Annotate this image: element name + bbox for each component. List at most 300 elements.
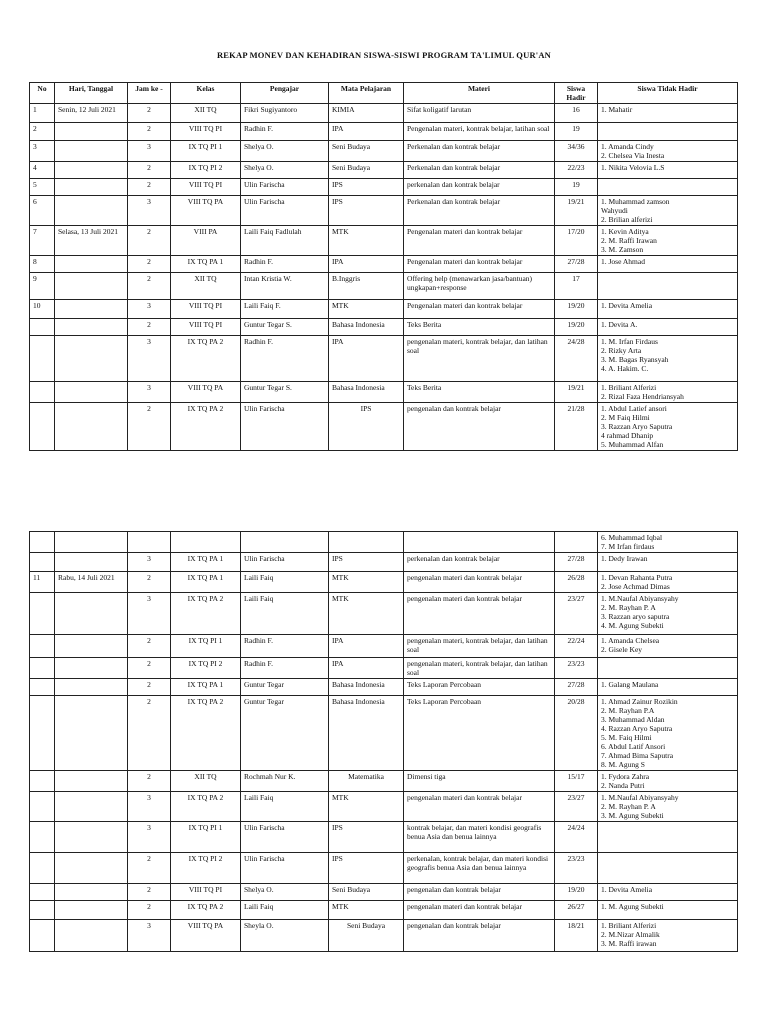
row-no	[30, 635, 55, 658]
absent-student: 3. Razzan aryo saputra	[601, 612, 670, 621]
table-row	[30, 403, 738, 451]
row-mata-pelajaran: Bahasa Indonesia	[329, 319, 404, 336]
row-mata-pelajaran: IPS	[329, 403, 404, 451]
absent-student: 1. Muhammad zamson	[601, 197, 670, 206]
row-materi: Sifat koligatif larutan	[404, 104, 555, 123]
absent-student: 1. Devita Amelia	[601, 885, 653, 894]
row-siswa-tidak-hadir	[598, 658, 738, 679]
table-row	[30, 822, 738, 853]
row-materi: perkenalan dan kontrak belajar	[404, 179, 555, 196]
row-siswa-tidak-hadir	[598, 696, 738, 771]
row-kelas	[171, 532, 241, 553]
row-materi: pengenalan materi dan kontrak belajar	[404, 572, 555, 593]
header-mata-pelajaran: Mata Pelajaran	[329, 83, 404, 104]
row-hari-tanggal	[55, 553, 128, 572]
absent-student: 2. Rizal Faza Hendriansyah	[601, 392, 684, 401]
row-no: 1	[30, 104, 55, 123]
row-hari-tanggal	[55, 162, 128, 179]
row-pengajar: Guntur Tegar	[241, 679, 329, 696]
row-kelas: IX TQ PA 2	[171, 403, 241, 451]
row-pengajar: Ulin Farischa	[241, 553, 329, 572]
row-hari-tanggal	[55, 273, 128, 300]
row-siswa-tidak-hadir	[598, 572, 738, 593]
row-hari-tanggal: Rabu, 14 Juli 2021	[55, 572, 128, 593]
row-siswa-hadir: 26/27	[555, 901, 598, 920]
row-pengajar: Laili Faiq	[241, 901, 329, 920]
row-kelas: VIII TQ PI	[171, 884, 241, 901]
row-jam-ke: 2	[128, 162, 171, 179]
row-jam-ke: 2	[128, 771, 171, 792]
row-siswa-tidak-hadir	[598, 822, 738, 853]
absent-student: 2. Jose Achmad Dimas	[601, 582, 670, 591]
row-jam-ke: 2	[128, 256, 171, 273]
row-materi: Perkenalan dan kontrak belajar	[404, 162, 555, 179]
row-no: 8	[30, 256, 55, 273]
absent-student: 1. Amanda Cindy	[601, 142, 654, 151]
table-row	[30, 792, 738, 822]
row-hari-tanggal	[55, 256, 128, 273]
absent-student: 1. M.Naufal Abiyansyahy	[601, 594, 679, 603]
row-kelas: IX TQ PA 2	[171, 336, 241, 382]
row-kelas: IX TQ PA 2	[171, 792, 241, 822]
row-hari-tanggal	[55, 141, 128, 162]
row-siswa-tidak-hadir	[598, 179, 738, 196]
table-row	[30, 593, 738, 635]
absent-student: 1. Amanda Chelsea	[601, 636, 660, 645]
row-jam-ke: 3	[128, 593, 171, 635]
row-jam-ke: 3	[128, 920, 171, 952]
row-siswa-hadir: 17/20	[555, 226, 598, 256]
absent-student: 1. Dedy Irawan	[601, 554, 648, 563]
absent-student: 1. M.Naufal Abiyansyahy	[601, 793, 679, 802]
row-pengajar: Radhin F.	[241, 635, 329, 658]
header-pengajar: Pengajar	[241, 83, 329, 104]
table-row	[30, 658, 738, 679]
row-no: 10	[30, 300, 55, 319]
table-row	[30, 196, 738, 226]
absent-student: 1. Ahmad Zainur Rozikin	[601, 697, 678, 706]
table-row	[30, 300, 738, 319]
row-pengajar: Intan Kristia W.	[241, 273, 329, 300]
row-no: 11	[30, 572, 55, 593]
table-row	[30, 771, 738, 792]
row-siswa-tidak-hadir	[598, 123, 738, 141]
row-jam-ke: 2	[128, 884, 171, 901]
row-materi: pengenalan materi, kontrak belajar, dan latihan soal	[404, 336, 555, 382]
row-jam-ke: 2	[128, 572, 171, 593]
absent-student: 1. Devita A.	[601, 320, 638, 329]
table-row	[30, 123, 738, 141]
absent-student: 2. M. Rayhan P. A	[601, 802, 656, 811]
row-no	[30, 792, 55, 822]
table-row	[30, 226, 738, 256]
absent-student: 4. M. Agung Subekti	[601, 621, 664, 630]
table-header-row	[30, 83, 738, 104]
row-kelas: VIII TQ PA	[171, 382, 241, 403]
row-siswa-hadir: 22/24	[555, 635, 598, 658]
row-materi: pengenalan materi dan kontrak belajar	[404, 792, 555, 822]
row-kelas: VIII TQ PI	[171, 179, 241, 196]
row-jam-ke: 3	[128, 792, 171, 822]
row-jam-ke: 3	[128, 336, 171, 382]
row-siswa-tidak-hadir	[598, 300, 738, 319]
row-materi: Pengenalan materi, kontrak belajar, latihan soal	[404, 123, 555, 141]
row-siswa-tidak-hadir	[598, 679, 738, 696]
table-row	[30, 336, 738, 382]
row-mata-pelajaran: MTK	[329, 792, 404, 822]
row-pengajar: Sheyla O.	[241, 920, 329, 952]
row-siswa-hadir: 16	[555, 104, 598, 123]
header-jam-ke: Jam ke -	[128, 83, 171, 104]
absent-student: 2. Gisele Key	[601, 645, 643, 654]
row-hari-tanggal	[55, 300, 128, 319]
table-row	[30, 679, 738, 696]
row-siswa-tidak-hadir	[598, 853, 738, 884]
row-no	[30, 696, 55, 771]
row-siswa-tidak-hadir	[598, 403, 738, 451]
absent-student: 3. M. Raffi irawan	[601, 939, 657, 948]
row-no	[30, 884, 55, 901]
row-siswa-hadir: 20/28	[555, 696, 598, 771]
absent-student: 2. M Faiq Hilmi	[601, 413, 650, 422]
row-jam-ke: 3	[128, 553, 171, 572]
row-siswa-tidak-hadir	[598, 593, 738, 635]
row-kelas: IX TQ PI 1	[171, 635, 241, 658]
row-pengajar: Radhin F.	[241, 658, 329, 679]
row-jam-ke: 3	[128, 300, 171, 319]
absent-student: 2. Nanda Putri	[601, 781, 645, 790]
row-mata-pelajaran: MTK	[329, 572, 404, 593]
row-no: 6	[30, 196, 55, 226]
row-no: 5	[30, 179, 55, 196]
row-jam-ke: 3	[128, 141, 171, 162]
table-row	[30, 179, 738, 196]
row-siswa-hadir: 19/21	[555, 382, 598, 403]
row-hari-tanggal: Senin, 12 Juli 2021	[55, 104, 128, 123]
table-row	[30, 635, 738, 658]
row-materi: Pengenalan materi dan kontrak belajar	[404, 226, 555, 256]
row-kelas: XII TQ	[171, 104, 241, 123]
row-no	[30, 382, 55, 403]
absent-student: 4 rahmad Dhanip	[601, 431, 654, 440]
row-pengajar: Ulin Farischa	[241, 179, 329, 196]
row-kelas: VIII TQ PA	[171, 196, 241, 226]
row-siswa-tidak-hadir	[598, 319, 738, 336]
table-row	[30, 572, 738, 593]
row-mata-pelajaran: IPS	[329, 553, 404, 572]
row-no	[30, 403, 55, 451]
row-mata-pelajaran: Seni Budaya	[329, 884, 404, 901]
row-pengajar: Guntur Tegar S.	[241, 319, 329, 336]
table-row	[30, 553, 738, 572]
absent-student: 1. Jose Ahmad	[601, 257, 645, 266]
absent-student: 1. Fydora Zahra	[601, 772, 650, 781]
row-materi: pengenalan materi dan kontrak belajar	[404, 901, 555, 920]
row-siswa-tidak-hadir	[598, 382, 738, 403]
header-hari-tanggal: Hari, Tanggal	[55, 83, 128, 104]
row-siswa-hadir: 26/28	[555, 572, 598, 593]
row-jam-ke: 2	[128, 696, 171, 771]
row-siswa-tidak-hadir	[598, 884, 738, 901]
absent-student: 2. M. Rayhan P.A	[601, 706, 655, 715]
absent-student: 1. Galang Maulana	[601, 680, 659, 689]
row-materi: pengenalan materi, kontrak belajar, dan latihan soal	[404, 658, 555, 679]
row-jam-ke: 2	[128, 273, 171, 300]
header-no: No	[30, 83, 55, 104]
row-materi: Pengenalan materi dan kontrak belajar	[404, 256, 555, 273]
row-hari-tanggal	[55, 403, 128, 451]
document-title: REKAP MONEV DAN KEHADIRAN SISWA-SISWI PROGRAM TA'LIMUL QUR'AN	[216, 50, 552, 60]
row-pengajar: Ulin Farischa	[241, 196, 329, 226]
row-pengajar: Radhin F.	[241, 123, 329, 141]
row-pengajar: Radhin F.	[241, 256, 329, 273]
row-no	[30, 853, 55, 884]
absent-student: 2. Rizky Arta	[601, 346, 642, 355]
row-jam-ke: 3	[128, 382, 171, 403]
table-row	[30, 901, 738, 920]
row-no	[30, 771, 55, 792]
row-jam-ke: 2	[128, 901, 171, 920]
row-materi: Teks Laporan Percobaan	[404, 696, 555, 771]
table-row	[30, 141, 738, 162]
row-hari-tanggal	[55, 532, 128, 553]
row-kelas: IX TQ PI 2	[171, 853, 241, 884]
header-kelas: Kelas	[171, 83, 241, 104]
row-pengajar: Laili Faiq	[241, 792, 329, 822]
table-row	[30, 884, 738, 901]
row-materi: Offering help (menawarkan jasa/bantuan) ungkapan+response	[404, 273, 555, 300]
row-no: 3	[30, 141, 55, 162]
row-mata-pelajaran: IPA	[329, 123, 404, 141]
absent-student: 1. Nikita Velovia L.S	[601, 163, 665, 172]
row-pengajar: Fikri Sugiyantoro	[241, 104, 329, 123]
row-hari-tanggal	[55, 792, 128, 822]
row-no	[30, 593, 55, 635]
row-no: 7	[30, 226, 55, 256]
absent-student: 3. Razzan Aryo Saputra	[601, 422, 673, 431]
row-pengajar: Shelya O.	[241, 884, 329, 901]
absent-student: 1. Mahatir	[601, 105, 633, 114]
row-materi: pengenalan materi, kontrak belajar, dan latihan soal	[404, 635, 555, 658]
header-siswa-tidak-hadir: Siswa Tidak Hadir	[598, 83, 738, 104]
absent-student: 2. M.Nizar Almalik	[601, 930, 660, 939]
row-kelas: IX TQ PI 2	[171, 658, 241, 679]
row-jam-ke: 2	[128, 123, 171, 141]
absent-student: 5. M. Faiq Hilmi	[601, 733, 652, 742]
row-jam-ke: 2	[128, 658, 171, 679]
row-kelas: IX TQ PA 2	[171, 593, 241, 635]
row-kelas: XII TQ	[171, 273, 241, 300]
row-siswa-tidak-hadir	[598, 901, 738, 920]
row-hari-tanggal	[55, 123, 128, 141]
row-siswa-hadir: 18/21	[555, 920, 598, 952]
absent-student: 1. Kevin Aditya	[601, 227, 649, 236]
absent-student: 1. Devan Rahanta Putra	[601, 573, 673, 582]
row-kelas: VIII TQ PA	[171, 920, 241, 952]
row-mata-pelajaran: KIMIA	[329, 104, 404, 123]
row-no: 9	[30, 273, 55, 300]
row-pengajar: Laili Faiq	[241, 572, 329, 593]
row-kelas: VIII PA	[171, 226, 241, 256]
row-siswa-hadir: 17	[555, 273, 598, 300]
header-materi: Materi	[404, 83, 555, 104]
row-materi: pengenalan dan kontrak belajar	[404, 884, 555, 901]
row-kelas: IX TQ PA 1	[171, 679, 241, 696]
row-materi	[404, 532, 555, 553]
row-materi: Perkenalan dan kontrak belajar	[404, 141, 555, 162]
row-materi: Teks Laporan Percobaan	[404, 679, 555, 696]
row-kelas: IX TQ PI 2	[171, 162, 241, 179]
row-no	[30, 658, 55, 679]
row-hari-tanggal	[55, 658, 128, 679]
row-mata-pelajaran: IPS	[329, 853, 404, 884]
row-pengajar: Guntur Tegar	[241, 696, 329, 771]
row-pengajar: Laili Faiq F.	[241, 300, 329, 319]
row-mata-pelajaran: Bahasa Indonesia	[329, 382, 404, 403]
row-jam-ke: 2	[128, 226, 171, 256]
row-pengajar: Ulin Farischa	[241, 403, 329, 451]
row-mata-pelajaran: Bahasa Indonesia	[329, 696, 404, 771]
row-materi: kontrak belajar, dan materi kondisi geografis benua Asia dan benua lainnya	[404, 822, 555, 853]
row-materi: perkenalan, kontrak belajar, dan materi kondisi geografis benua Asia dan benua lainnya	[404, 853, 555, 884]
attendance-table-1	[29, 82, 738, 451]
row-kelas: IX TQ PI 1	[171, 141, 241, 162]
row-jam-ke: 3	[128, 822, 171, 853]
row-jam-ke: 3	[128, 196, 171, 226]
absent-student: 2. M. Rayhan P. A	[601, 603, 656, 612]
row-materi: Dimensi tiga	[404, 771, 555, 792]
row-siswa-hadir: 34/36	[555, 141, 598, 162]
row-kelas: IX TQ PI 1	[171, 822, 241, 853]
absent-student: 6. Muhammad Iqbal	[601, 533, 663, 542]
row-hari-tanggal	[55, 382, 128, 403]
row-no	[30, 336, 55, 382]
absent-student: 6. Abdul Latif Ansori	[601, 742, 666, 751]
row-mata-pelajaran: IPA	[329, 256, 404, 273]
absent-student: 7. M Irfan firdaus	[601, 542, 655, 551]
row-siswa-hadir: 23/23	[555, 658, 598, 679]
row-siswa-tidak-hadir	[598, 141, 738, 162]
table-row	[30, 532, 738, 553]
table-row	[30, 162, 738, 179]
row-siswa-hadir: 23/27	[555, 792, 598, 822]
absent-student: 1. Briliant Alferizi	[601, 921, 657, 930]
row-kelas: IX TQ PA 1	[171, 553, 241, 572]
row-mata-pelajaran: MTK	[329, 300, 404, 319]
absent-student: 1. Briliant Alferizi	[601, 383, 657, 392]
row-materi: pengenalan dan kontrak belajar	[404, 920, 555, 952]
row-jam-ke: 2	[128, 853, 171, 884]
row-pengajar: Guntur Tegar S.	[241, 382, 329, 403]
row-jam-ke: 2	[128, 679, 171, 696]
row-siswa-hadir: 27/28	[555, 256, 598, 273]
row-siswa-tidak-hadir	[598, 336, 738, 382]
header-siswa-hadir: Siswa Hadir	[555, 83, 598, 104]
table-row	[30, 319, 738, 336]
row-hari-tanggal	[55, 920, 128, 952]
row-siswa-tidak-hadir	[598, 635, 738, 658]
row-siswa-hadir: 19	[555, 179, 598, 196]
row-mata-pelajaran: IPS	[329, 196, 404, 226]
row-siswa-tidak-hadir	[598, 792, 738, 822]
row-kelas: XII TQ	[171, 771, 241, 792]
row-mata-pelajaran: IPA	[329, 336, 404, 382]
row-no	[30, 920, 55, 952]
row-siswa-hadir: 15/17	[555, 771, 598, 792]
absent-student: 3. M. Bagas Ryansyah	[601, 355, 669, 364]
row-no: 4	[30, 162, 55, 179]
row-mata-pelajaran: B.Inggris	[329, 273, 404, 300]
row-jam-ke	[128, 532, 171, 553]
row-siswa-tidak-hadir	[598, 104, 738, 123]
row-mata-pelajaran	[329, 532, 404, 553]
row-siswa-hadir: 27/28	[555, 553, 598, 572]
row-pengajar: Rochmah Nur K.	[241, 771, 329, 792]
row-pengajar: Radhin F.	[241, 336, 329, 382]
row-siswa-tidak-hadir	[598, 162, 738, 179]
row-mata-pelajaran: Matematika	[329, 771, 404, 792]
row-no	[30, 532, 55, 553]
row-hari-tanggal	[55, 319, 128, 336]
row-siswa-tidak-hadir	[598, 196, 738, 226]
row-mata-pelajaran: Seni Budaya	[329, 162, 404, 179]
row-siswa-tidak-hadir	[598, 771, 738, 792]
absent-student: 8. M. Agung S	[601, 760, 645, 769]
row-siswa-hadir: 19/20	[555, 319, 598, 336]
row-siswa-tidak-hadir	[598, 532, 738, 553]
row-siswa-hadir: 19/20	[555, 884, 598, 901]
table-row	[30, 104, 738, 123]
row-mata-pelajaran: IPA	[329, 658, 404, 679]
absent-student: 2. Brilian alferizi	[601, 215, 653, 224]
row-jam-ke: 2	[128, 179, 171, 196]
absent-student: 1. Devita Amelia	[601, 301, 653, 310]
table-row	[30, 853, 738, 884]
row-hari-tanggal	[55, 822, 128, 853]
absent-student: 3. M. Zamson	[601, 245, 644, 254]
row-mata-pelajaran: IPS	[329, 179, 404, 196]
row-siswa-hadir: 19	[555, 123, 598, 141]
row-hari-tanggal	[55, 679, 128, 696]
row-materi: Perkenalan dan kontrak belajar	[404, 196, 555, 226]
row-kelas: IX TQ PA 1	[171, 256, 241, 273]
row-kelas: IX TQ PA 2	[171, 901, 241, 920]
row-hari-tanggal	[55, 196, 128, 226]
row-kelas: VIII TQ PI	[171, 300, 241, 319]
row-pengajar	[241, 532, 329, 553]
row-mata-pelajaran: Seni Budaya	[329, 141, 404, 162]
row-no: 2	[30, 123, 55, 141]
row-siswa-hadir: 27/28	[555, 679, 598, 696]
row-kelas: IX TQ PA 2	[171, 696, 241, 771]
row-siswa-tidak-hadir	[598, 553, 738, 572]
row-pengajar: Laili Faiq Fadlulah	[241, 226, 329, 256]
row-siswa-hadir: 19/20	[555, 300, 598, 319]
row-siswa-hadir: 22/23	[555, 162, 598, 179]
row-siswa-hadir: 24/24	[555, 822, 598, 853]
row-pengajar: Laili Faiq	[241, 593, 329, 635]
table-row	[30, 256, 738, 273]
row-siswa-hadir: 23/23	[555, 853, 598, 884]
row-siswa-tidak-hadir	[598, 920, 738, 952]
row-pengajar: Ulin Farischa	[241, 853, 329, 884]
row-pengajar: Ulin Farischa	[241, 822, 329, 853]
row-materi: Teks Berita	[404, 382, 555, 403]
row-no	[30, 679, 55, 696]
row-mata-pelajaran: IPS	[329, 822, 404, 853]
row-jam-ke: 2	[128, 635, 171, 658]
row-no	[30, 822, 55, 853]
